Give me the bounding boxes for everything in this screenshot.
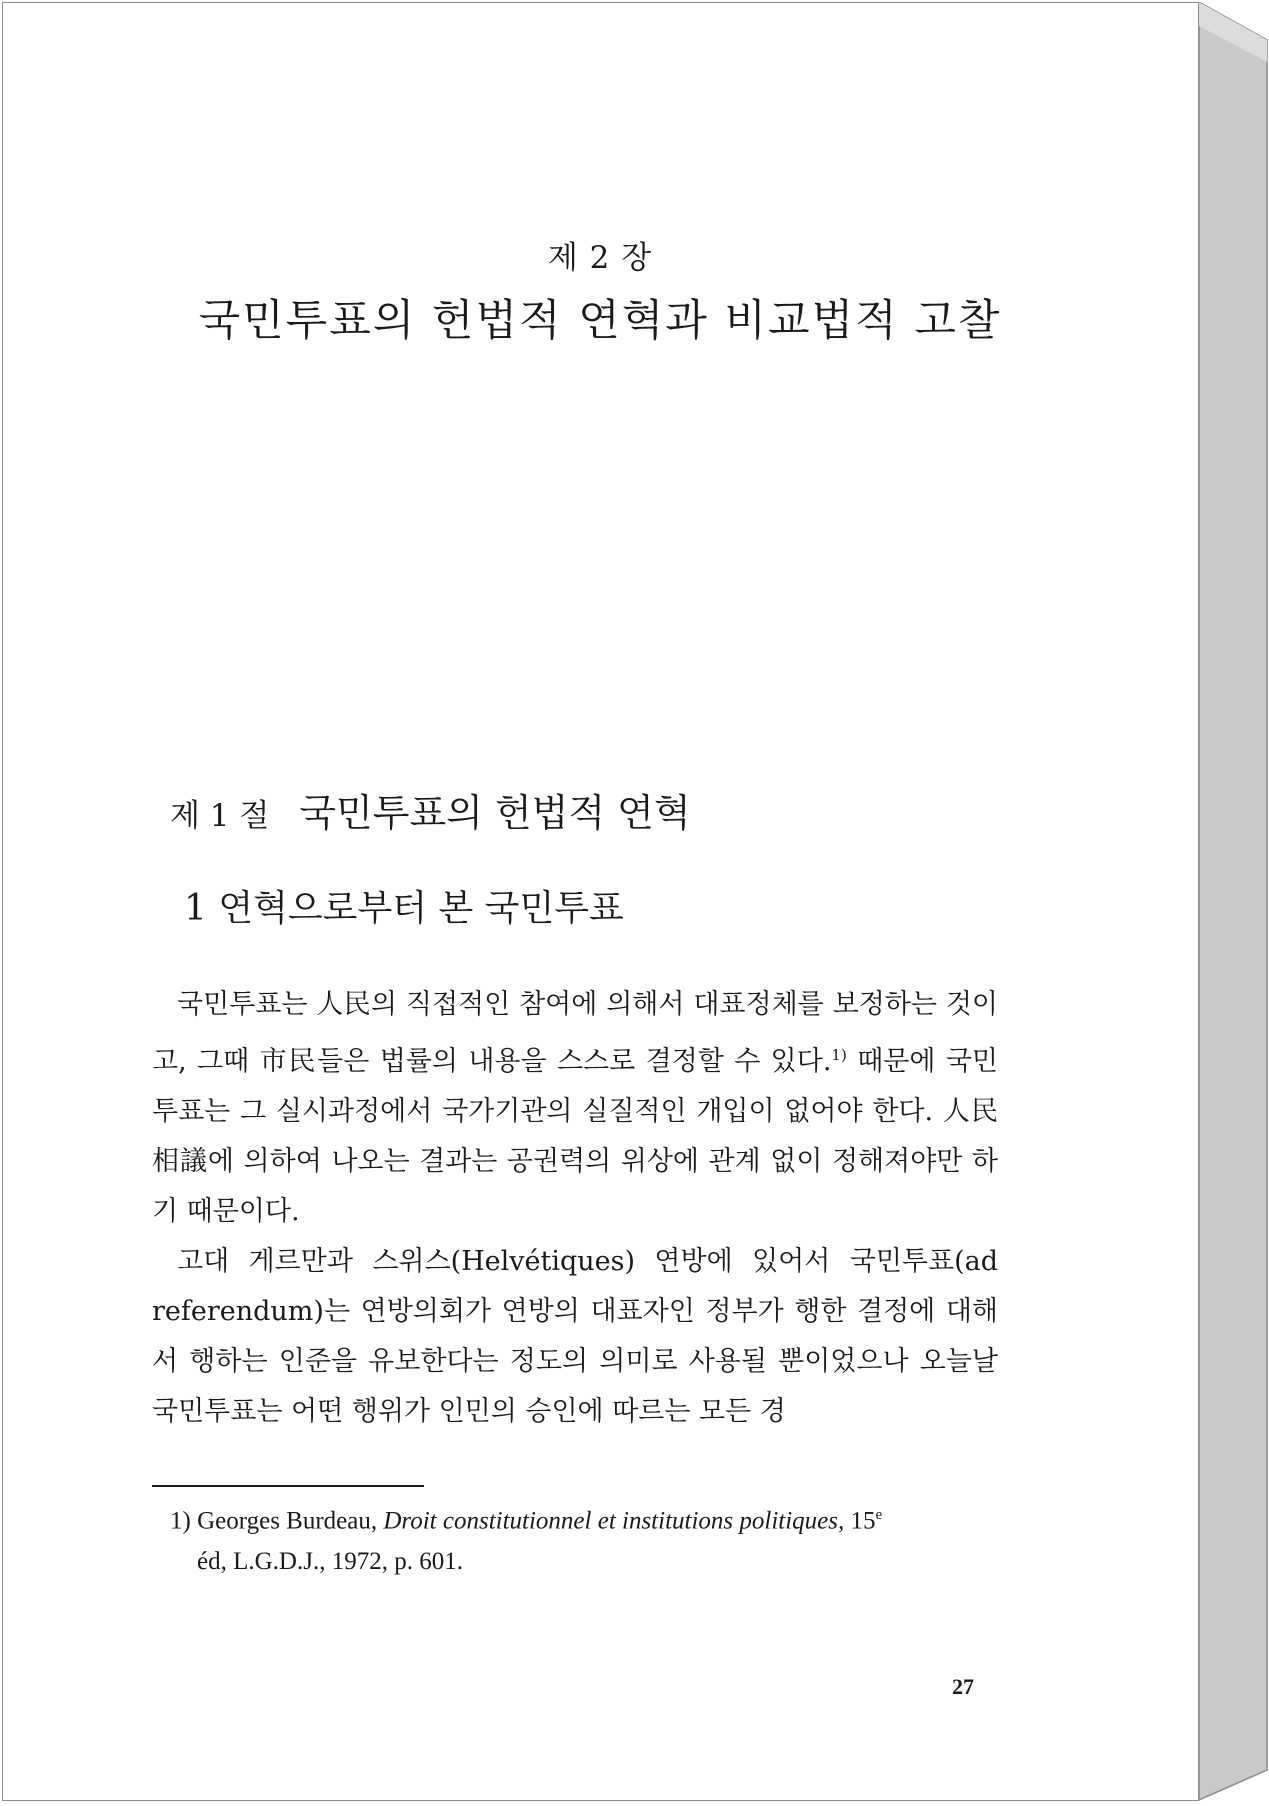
section-label: 제 1 절 <box>170 798 270 834</box>
chapter-number: 제 2 장 <box>547 240 653 276</box>
footnote-author: Georges Burdeau, <box>197 1507 378 1535</box>
paragraph-1 <box>152 980 998 1237</box>
paragraph-2: 고대 게르만과 스위스(Helvétiques) 연방에 있어서 국민투표(ad referendum)는 연방의회가 연방의 대표자인 정부가 행한 결정에 대해서 행하는 인준을 유보한다는 정도의 의미로 사용될 뿐이었으나 오늘날 국민투표는 어떤 행위가 인민의 승인에 따르는 모든 경 <box>152 1246 998 1427</box>
chapter-title: 국민투표의 헌법적 연혁과 비교법적 고찰 <box>198 296 1002 346</box>
page-thickness-edge <box>1199 2 1269 1802</box>
footnote-edition-suffix: e <box>875 1507 883 1523</box>
footnote-marker: 1) <box>170 1507 191 1535</box>
footnote-work-title: Droit constitutionnel et institutions politiques, <box>383 1507 845 1535</box>
footnote-reference: 1) <box>831 1046 847 1064</box>
footnote-divider <box>152 1485 424 1487</box>
footnote-details: éd, L.G.D.J., 1972, p. 601. <box>197 1548 463 1576</box>
page-number: 27 <box>952 1674 974 1699</box>
footnote <box>170 1495 1000 1582</box>
paragraph-1-text-b: 때문에 국민투표는 그 실시과정에서 국가기관의 실질적인 개입이 없어야 한다. 人民相議에 의하여 나오는 결과는 공권력의 위상에 관계 없이 정해져야만 하기 때문이다. <box>152 1046 998 1227</box>
body-text <box>152 980 998 1437</box>
paragraph-1-text-a: 국민투표는 人民의 직접적인 참여에 의해서 대표정체를 보정하는 것이고, 그때 市民들은 법률의 내용을 스스로 결정할 수 있다. <box>152 989 998 1077</box>
footnote-edition: 15 <box>850 1507 876 1535</box>
subsection-heading: 1 연혁으로부터 본 국민투표 <box>184 888 624 929</box>
section-title: 국민투표의 헌법적 연혁 <box>299 791 691 835</box>
section-heading <box>170 782 691 837</box>
